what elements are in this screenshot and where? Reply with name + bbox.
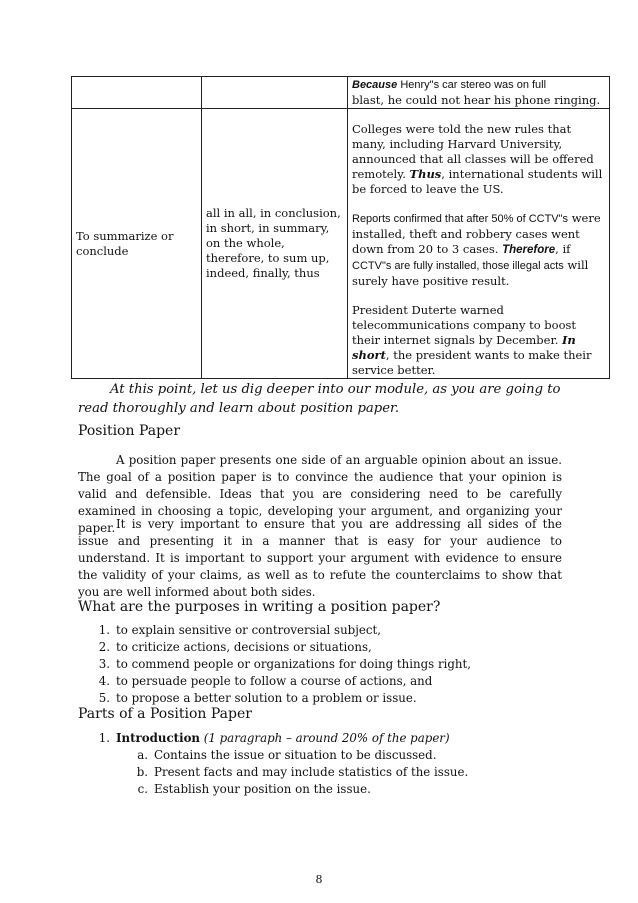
- list-item: [78, 690, 471, 707]
- example-text: Reports confirmed that after 50% of CCTV"s: [352, 213, 569, 225]
- list-item: [78, 673, 471, 690]
- keyword: Thus: [409, 167, 442, 181]
- sub-list-letter: c.: [137, 782, 148, 796]
- sub-list-text: Establish your position on the issue.: [154, 782, 371, 796]
- table-cell-example: [348, 109, 610, 379]
- sub-list-letter: a.: [137, 748, 148, 762]
- example-text: blast, he could not hear his phone ringing.: [352, 93, 601, 107]
- list-item: [78, 622, 471, 639]
- example-text: , international students will be forced to leave the US.: [352, 167, 603, 196]
- spacer: [352, 197, 605, 211]
- intro-paragraph: [78, 380, 563, 418]
- purpose-text: To summarize or conclude: [76, 228, 174, 258]
- paragraph-text: A position paper presents one side of an arguable opinion about an issue. The goal of a position paper is to convince the audience that your opinion is valid and defensible. Ideas that you are considering need to be carefully examined in choosing a topic, developing your argument, and organizing your paper.: [78, 453, 562, 535]
- table-cell-connectors: [202, 77, 348, 109]
- sub-list-item: [132, 747, 468, 764]
- table-cell-purpose: [72, 109, 202, 379]
- list-number: 5.: [98, 691, 110, 705]
- sub-list-text: Contains the issue or situation to be discussed.: [154, 748, 437, 762]
- list-text: to commend people or organizations for doing things right,: [116, 657, 472, 671]
- list-number: 2.: [98, 640, 110, 654]
- sub-list-text: Present facts and may include statistics of the issue.: [154, 765, 469, 779]
- example-text: were installed, theft and robbery cases went down from 20 to 3 cases.: [352, 211, 601, 256]
- keyword: Because: [352, 79, 398, 91]
- parts-list: [78, 730, 468, 798]
- list-number: 1.: [98, 623, 110, 637]
- table-cell-example: [348, 77, 610, 109]
- list-item: [78, 730, 468, 798]
- intro-text: At this point, let us dig deeper into our module, as you are going to read thoroughly and learn about position paper.: [78, 382, 561, 416]
- table-cell-connectors: [202, 109, 348, 379]
- keyword: In short: [352, 333, 576, 362]
- page-number: 8: [315, 873, 323, 886]
- list-item: [78, 656, 471, 673]
- table-row: [72, 109, 610, 379]
- section-heading-position-paper: Position Paper: [78, 423, 181, 439]
- sub-list-letter: b.: [136, 765, 148, 779]
- example-paragraph: [352, 122, 605, 197]
- list-text: to persuade people to follow a course of actions, and: [116, 674, 433, 688]
- list-number: 4.: [98, 674, 110, 688]
- keyword: Therefore: [502, 244, 556, 256]
- table-cell-purpose: [72, 77, 202, 109]
- list-number: 1.: [98, 731, 110, 745]
- example-text: Colleges were told the new rules that many, including Harvard University, announced that all classes will be offered remotely.: [352, 122, 594, 181]
- list-text: to explain sensitive or controversial subject,: [116, 623, 381, 637]
- example-text: , if: [555, 242, 571, 256]
- part-label: Introduction: [116, 731, 201, 745]
- body-paragraph: [78, 516, 562, 601]
- section-heading-parts: Parts of a Position Paper: [78, 706, 252, 722]
- part-note: (1 paragraph – around 20% of the paper): [200, 731, 450, 745]
- example-text: President Duterte warned telecommunications company to boost their internet signals by December.: [352, 303, 577, 347]
- connectors-table: [71, 76, 610, 379]
- sub-list-item: [132, 764, 468, 781]
- section-heading-purposes: What are the purposes in writing a position paper?: [78, 599, 441, 615]
- example-text: CCTV"s are fully installed, those illegal acts: [352, 260, 564, 272]
- example-text: Henry"s car stereo was on full: [397, 79, 547, 91]
- connectors-text: all in all, in conclusion, in short, in summary, on the whole, therefore, to sum up, indeed, finally, thus: [206, 206, 341, 280]
- purposes-list: [78, 622, 471, 707]
- sub-list: [116, 747, 468, 798]
- paragraph-text: It is very important to ensure that you are addressing all sides of the issue and presenting it in a manner that is easy for your audience to understand. It is important to support your argument with evidence to ensure the validity of your claims, as well as to refute the counterclaims to show that you are well informed about both sides.: [78, 517, 562, 599]
- example-paragraph: [352, 211, 605, 289]
- list-text: to criticize actions, decisions or situations,: [116, 640, 372, 654]
- example-paragraph: [352, 303, 605, 378]
- sub-list-item: [132, 781, 468, 798]
- list-item: [78, 639, 471, 656]
- spacer: [352, 289, 605, 303]
- list-text: to propose a better solution to a problem or issue.: [116, 691, 417, 705]
- list-number: 3.: [98, 657, 110, 671]
- example-text: , the president wants to make their service better.: [352, 348, 592, 377]
- table-row: [72, 77, 610, 109]
- example-text: will surely have positive result.: [352, 258, 589, 288]
